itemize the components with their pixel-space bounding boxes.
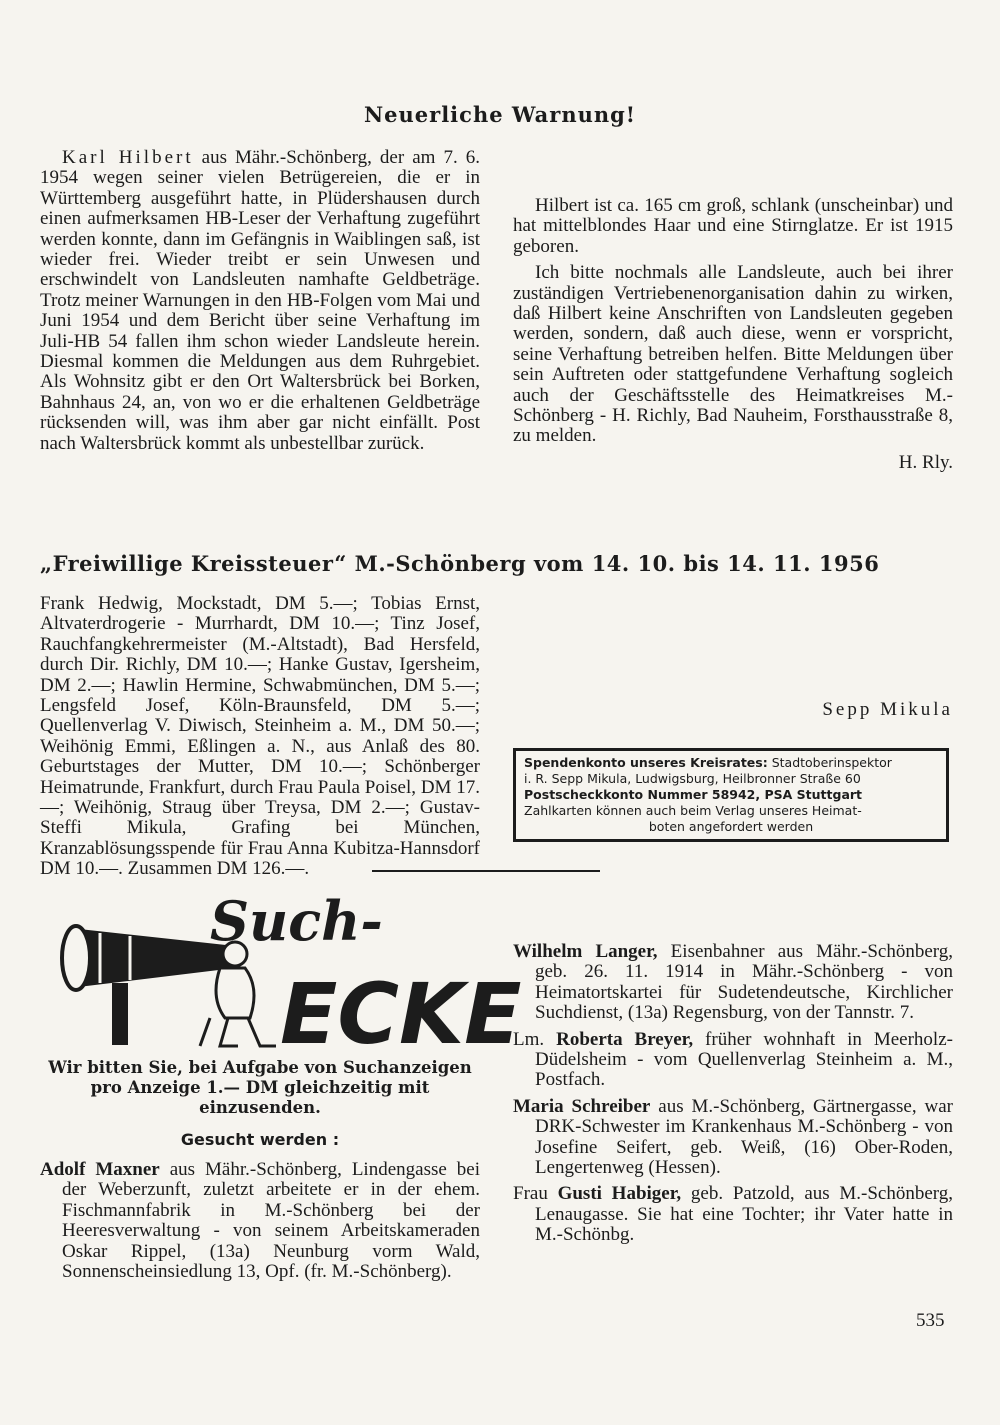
article2-title: „Freiwillige Kreissteuer“ M.-Schönberg vom 14. 10. bis 14. 11. 1956 [40, 551, 880, 576]
article1-body-right [513, 148, 953, 528]
search-entry: Adolf Maxner aus Mähr.-Schönberg, Lindengasse bei der Weberzunft, zuletzt arbeitete er in der ehem. Fischmannfabrik in M.-Schönberg bei der Heeresverwaltung - von seinem Arbeitskameraden Oskar Rippel, (13a) Neunburg vorm Wald, Sonnenscheinsiedlung 13, Opf. (fr. M.-Schönberg). [40, 1159, 480, 1283]
search-entries-left [40, 1160, 480, 1290]
donation-line3: Postscheckkonto Nummer 58942, PSA Stuttgart [524, 787, 863, 802]
article1-body-left [40, 148, 480, 518]
donation-account-box [513, 748, 949, 842]
section-divider [372, 870, 600, 872]
donation-line2: i. R. Sepp Mikula, Ludwigsburg, Heilbronner Straße 60 [524, 771, 861, 786]
wanted-heading: Gesucht werden : [180, 1130, 340, 1149]
logo-block-text: ECKE [280, 965, 522, 1063]
article1-paragraph1 [40, 148, 480, 454]
article2-signature-block [513, 700, 953, 720]
article1-signature: H. Rly. [898, 451, 953, 473]
article1-paragraph2: Hilbert ist ca. 165 cm groß, schlank (unscheinbar) und hat mittelblondes Haar und eine Stirnglatze. Er ist 1915 geboren. [513, 195, 953, 257]
search-entries-right [513, 896, 953, 1246]
search-entry: Frau Gusti Habiger, geb. Patzold, aus M.-Schönberg, Lenaugasse. Sie hat eine Tochter; ihr Vater hatte in M.-Schönbg. [513, 1183, 954, 1246]
donation-line4: Zahlkarten können auch beim Verlag unseres Heimat- [524, 803, 862, 818]
article2-donor-list: Frank Hedwig, Mockstadt, DM 5.—; Tobias Ernst, Altvaterdrogerie - Murrhardt, DM 10.—; Tinz Josef, Rauchfangkehrermeister (M.-Altstadt), Bad Hersfeld, durch Dir. Richly, DM 10.—; Hanke Gustav, Igersheim, DM 2.—; Hawlin Hermine, Schwabmünchen, DM 5.—; Lengsfeld Josef, Köln-Braunsfeld, DM 5.—; Quellenverlag V. Diwisch, Steinheim a. M., DM 50.—; Weihönig Emmi, Eßlingen a. N., aus Anlaß des 80. Geburtstages der Mutter, DM 10.—; Schönberger Heimatrunde, Frankfurt, durch Frau Paula Poisel, DM 17.—; Weihönig, Straug über Treysa, DM 2.—; Gustav-Steffi Mikula, Grafing bei München, Kranzablösungsspende für Frau Anna Kubitza-Hannsdorf DM 10.—. Zusammen DM 126.—. [40, 593, 480, 880]
page-number: 535 [916, 1310, 945, 1331]
article1-paragraph1-text: aus Mähr.-Schönberg, der am 7. 6. 1954 wegen seiner vielen Betrügereien, die er in Württemberg ausgeführt hatte, in Plüdershausen durch einen aufmerksamen HB-Leser der Verhaftung zugeführt werden konnte, dann im Gefängnis in Waiblingen saß, ist wieder frei. Wieder treibt er sein Unwesen und erschwindelt von Landsleuten namhafte Geldbeträge. Trotz meiner Warnungen in den HB-Folgen vom Mai und Juni 1954 und dem Bericht über seine Verhaftung im Juli-HB 54 fallen ihm schon wieder Landsleute herein. Diesmal kommen die Meldungen aus dem Ruhrgebiet. Als Wohnsitz gibt er den Ort Waltersbrück bei Borken, Bahnhaus 24, an, von wo er die erhaltenen Geldbeträge rücksenden will, was ihm aber gar nicht einfällt. Post nach Waltersbrück kommt als unbestellbar zurück. [40, 147, 481, 454]
search-entry: Lm. Roberta Breyer, früher wohnhaft in Meerholz-Düdelsheim - vom Quellenverlag Steinheim a. M., Postfach. [513, 1028, 953, 1091]
article1-person-name: Karl Hilbert [62, 147, 194, 168]
article2-signature: Sepp Mikula [822, 699, 953, 720]
search-entry: Maria Schreiber aus M.-Schönberg, Gärtnergasse, war DRK-Schwester im Krankenhaus M.-Schönberg - von Josefine Seifert, geb. Weiß, (16) Ober-Roden, Lengertenweg (Hessen). [513, 1095, 954, 1179]
such-ecke-logo [60, 888, 522, 1063]
search-entry: Wilhelm Langer, Eisenbahner aus Mähr.-Schönberg, geb. 26. 11. 1914 in Mähr.-Schönberg - von Heimatortskartei für Sudetendeutsche, Kirchlicher Suchdienst, (13a) Regensburg, von der Tannstr. 7. [513, 941, 953, 1024]
article1-title: Neuerliche Warnung! [363, 102, 637, 127]
logo-script-text: Such- [210, 889, 383, 953]
donation-line1: Spendenkonto unseres Kreisrates: Stadtoberinspektor [524, 755, 892, 770]
article1-paragraph3: Ich bitte nochmals alle Landsleute, auch bei ihrer zuständigen Vertriebenenorganisation dahin zu wirken, daß Hilbert keine Anschriften von Landsleuten gegeben werden, sondern, daß auch diese, wenn er vorspricht, seine Verhaftung betreiben helfen. Bitte Meldungen über sein Auftreten oder stattgefundene Verhaftung sogleich auch der Geschäftsstelle des Heimatkreises M.-Schönberg - H. Richly, Bad Nauheim, Forsthausstraße 8, zu melden. [513, 262, 953, 447]
search-notice: Wir bitten Sie, bei Aufgabe von Suchanzeigen pro Anzeige 1.— DM gleichzeitig mit einzusenden. [48, 1058, 472, 1117]
article2-body [40, 593, 480, 880]
donation-line5: boten angefordert werden [648, 819, 814, 834]
